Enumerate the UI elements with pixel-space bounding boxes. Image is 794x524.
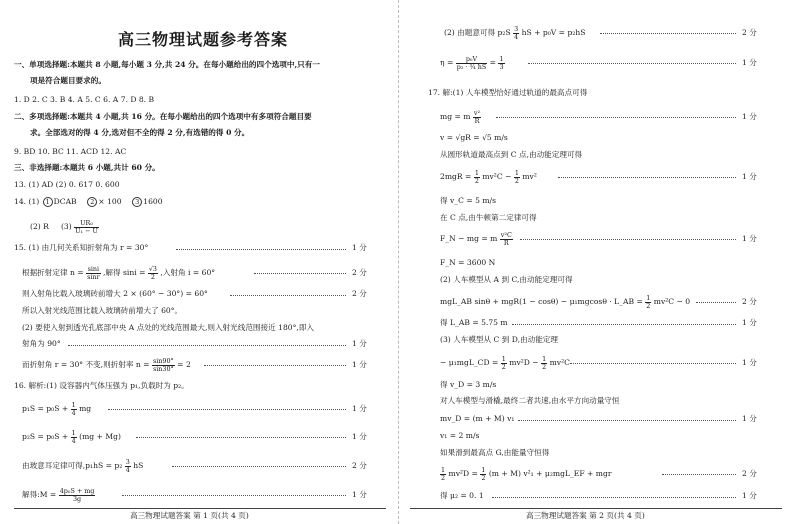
page-title: 高三物理试题参考答案 — [118, 30, 289, 49]
q17-eq-13: $\frac{1}{2}$ mv²D = $\frac{1}{2}$ (m + M) v²₁ + μ₂mgL_EF + mgr — [441, 465, 612, 482]
q16-line-5: 解得:M = $\frac{\text{4p₀S + mg}}{3g}$ — [22, 486, 95, 503]
q17-eq-7: mgL_AB sinθ + mgR(1 − cosθ) − μ₁mgcosθ · L_AB = $\frac{1}{2}$ mv²C − 0 — [440, 293, 691, 310]
q16-line-3: p₂S = p₀S + $\frac{1}{4}$ (mg + Mg) — [22, 428, 121, 445]
q17-eq-3: 2mgR = $\frac{1}{2}$ mv²C − $\frac{1}{2}$ mv² — [440, 168, 537, 185]
q17-text-5: 对人车模型与滑橇,最终二者共速,由水平方向动量守恒 — [440, 396, 620, 405]
score: 1 分 — [352, 360, 367, 369]
q17-eq-6: F_N = 3600 N — [440, 258, 496, 267]
answer-13: 13. (1) AD (2) 0. 617 0. 600 — [14, 180, 120, 189]
score: 2 分 — [352, 268, 367, 277]
q17-eq-12: v₁ = 2 m/s — [440, 431, 480, 440]
q17-text-1: 从圆形轨道最高点到 C 点,由动能定理可得 — [440, 150, 583, 159]
score: 1 分 — [742, 112, 757, 121]
leader-dots — [176, 249, 346, 250]
score: 2 分 — [352, 461, 367, 470]
leader-dots — [512, 324, 736, 325]
circled-number: 1 — [43, 197, 53, 207]
q15-line-6: 射角为 90° — [22, 339, 61, 348]
leader-dots — [122, 495, 346, 496]
q17-eq-5: F_N − mg = m $\frac{\text{v²C}}{R}$ — [440, 230, 512, 247]
q17-line-1: 17. 解:(1) 人车模型恰好通过轨道的最高点可得 — [428, 88, 588, 97]
score: 1 分 — [742, 491, 757, 500]
score: 1 分 — [352, 243, 367, 252]
section-2-header: 二、多项选择题:本题共 4 小题,共 16 分。在每小题给出的四个选项中有多项符合题目要 — [14, 112, 312, 121]
score: 1 分 — [742, 414, 757, 423]
section-3-header: 三、非选择题:本题共 6 小题,共计 60 分。 — [14, 163, 160, 172]
score: 1 分 — [742, 234, 757, 243]
leader-dots — [254, 273, 346, 274]
q17-eq-9: − μ₁mgL_CD = $\frac{1}{2}$ mv²D − $\frac{1}{2}$ mv²C — [440, 354, 570, 371]
page-footer: 高三物理试题答案 第 2 页(共 4 页) — [526, 511, 645, 520]
answers-1-8: 1. D 2. C 3. B 4. A 5. C 6. A 7. D 8. B — [14, 95, 155, 104]
leader-dots — [230, 295, 346, 296]
score: 1 分 — [352, 432, 367, 441]
leader-dots — [204, 365, 346, 366]
leader-dots — [600, 33, 736, 34]
q17-eq-2: v = √gR = √5 m/s — [440, 133, 508, 142]
fraction: $\frac{\text{UR₀}}{\text{U₁ − U}}$ — [75, 218, 98, 235]
score: 1 分 — [352, 404, 367, 413]
circled-number: 2 — [87, 197, 97, 207]
q15-line-2: 根据折射定律 n = $\frac{\sin i}{\sin r}$ ,解得 sini = $\frac{√3}{2}$ ,入射角 i = 60° — [22, 264, 216, 281]
leader-dots — [518, 420, 736, 421]
q17-eq-8: 得 L_AB = 5.75 m — [440, 318, 508, 327]
q17-text-4: (3) 人车模型从 C 到 D,由动能定理 — [440, 335, 558, 344]
leader-dots — [68, 345, 346, 346]
leader-dots — [696, 302, 736, 303]
q17-eq-14: 得 μ₂ = 0. 1 — [440, 491, 484, 500]
q15-line-1: 15. (1) 由几何关系知折射角为 r = 30° — [14, 243, 149, 252]
score: 1 分 — [742, 358, 757, 367]
leader-dots — [492, 497, 736, 498]
q16-line-1: 16. 解析:(1) 设容器内气体压强为 p₁,负载时为 p₂。 — [14, 381, 189, 390]
section-2-header-cont: 求。全部选对的得 4 分,选对但不全的得 2 分,有选错的得 0 分。 — [30, 128, 250, 137]
q15-line-5: (2) 要使入射到透光孔底部中央 A 点处的光线范围最大,则入射光线范围接近 180°,即入 — [22, 323, 315, 332]
q17-eq-11: mv_D = (m + M) v₁ — [440, 414, 515, 423]
q15-line-4: 所以入射光线范围比载入玻璃砖前增大了 60°。 — [22, 306, 183, 315]
score: 2 分 — [352, 289, 367, 298]
leader-dots — [136, 437, 346, 438]
leader-dots — [558, 177, 736, 178]
footer-rule — [410, 508, 782, 509]
answers-9-12: 9. BD 10. BC 11. ACD 12. AC — [14, 147, 127, 156]
score: 1 分 — [742, 318, 757, 327]
q15-line-3: 则入射角比载入玻璃砖前增大 2 × (60° − 30°) = 60° — [22, 289, 208, 298]
leader-dots — [528, 63, 736, 64]
circled-number: 3 — [132, 197, 142, 207]
q17-text-2: 在 C 点,由牛顿第二定律可得 — [440, 213, 537, 222]
leader-dots — [108, 409, 346, 410]
score: 1 分 — [352, 339, 367, 348]
page-2 — [400, 0, 794, 524]
q17-eq-4: 得 v_C = 5 m/s — [440, 196, 496, 205]
score: 2 分 — [742, 28, 757, 37]
p2-line-1: (2) 由题意可得 p₂S $\frac{3}{4}$ hS + p₀V = p₂hS — [444, 24, 586, 41]
q17-text-6: 如果滑到最高点 G,由能量守恒得 — [440, 448, 550, 457]
score: 2 分 — [742, 469, 757, 478]
q16-line-4: 由玻意耳定律可得,p₁hS = p₂ $\frac{3}{4}$ hS — [22, 457, 144, 474]
leader-dots — [520, 239, 736, 240]
q17-text-3: (2) 人车模型从 A 到 C,由动能定理可得 — [440, 275, 573, 284]
footer-rule — [14, 508, 386, 509]
section-1-header-cont: 项是符合题目要求的。 — [30, 76, 106, 85]
q17-eq-1: mg = m $\frac{\text{v²}}{R}$ — [440, 108, 481, 125]
score: 1 分 — [742, 172, 757, 181]
score: 1 分 — [742, 58, 757, 67]
leader-dots — [570, 363, 736, 364]
score: 1 分 — [352, 490, 367, 499]
p2-line-2: η = $\frac{\text{p₀V}}{\text{p₂ · ¾ hS}}$ = $\frac{1}{3}$ — [440, 54, 504, 71]
leader-dots — [496, 117, 736, 118]
answer-14-part-1: 14. (1) 1 DCAB 2 × 100 3 1600 — [14, 197, 163, 206]
page-footer: 高三物理试题答案 第 1 页(共 4 页) — [130, 511, 249, 520]
leader-dots — [172, 466, 346, 467]
q15-line-7: 而折射角 r = 30° 不变,则折射率 n = $\frac{\sin 90^\circ}{\sin 30^\circ}$ = 2 — [22, 356, 191, 373]
section-1-header: 一、单项选择题:本题共 8 小题,每小题 3 分,共 24 分。在每小题给出的四个选项中,只有一 — [14, 60, 320, 69]
answer-14-part-2: (2) R (3) $\frac{\text{UR₀}}{\text{U₁ − U}}$ — [30, 218, 98, 235]
q16-line-2: p₁S = p₀S + $\frac{1}{4}$ mg — [22, 400, 92, 417]
q17-eq-10: 得 v_D = 3 m/s — [440, 380, 497, 389]
score: 2 分 — [742, 297, 757, 306]
leader-dots — [662, 474, 736, 475]
